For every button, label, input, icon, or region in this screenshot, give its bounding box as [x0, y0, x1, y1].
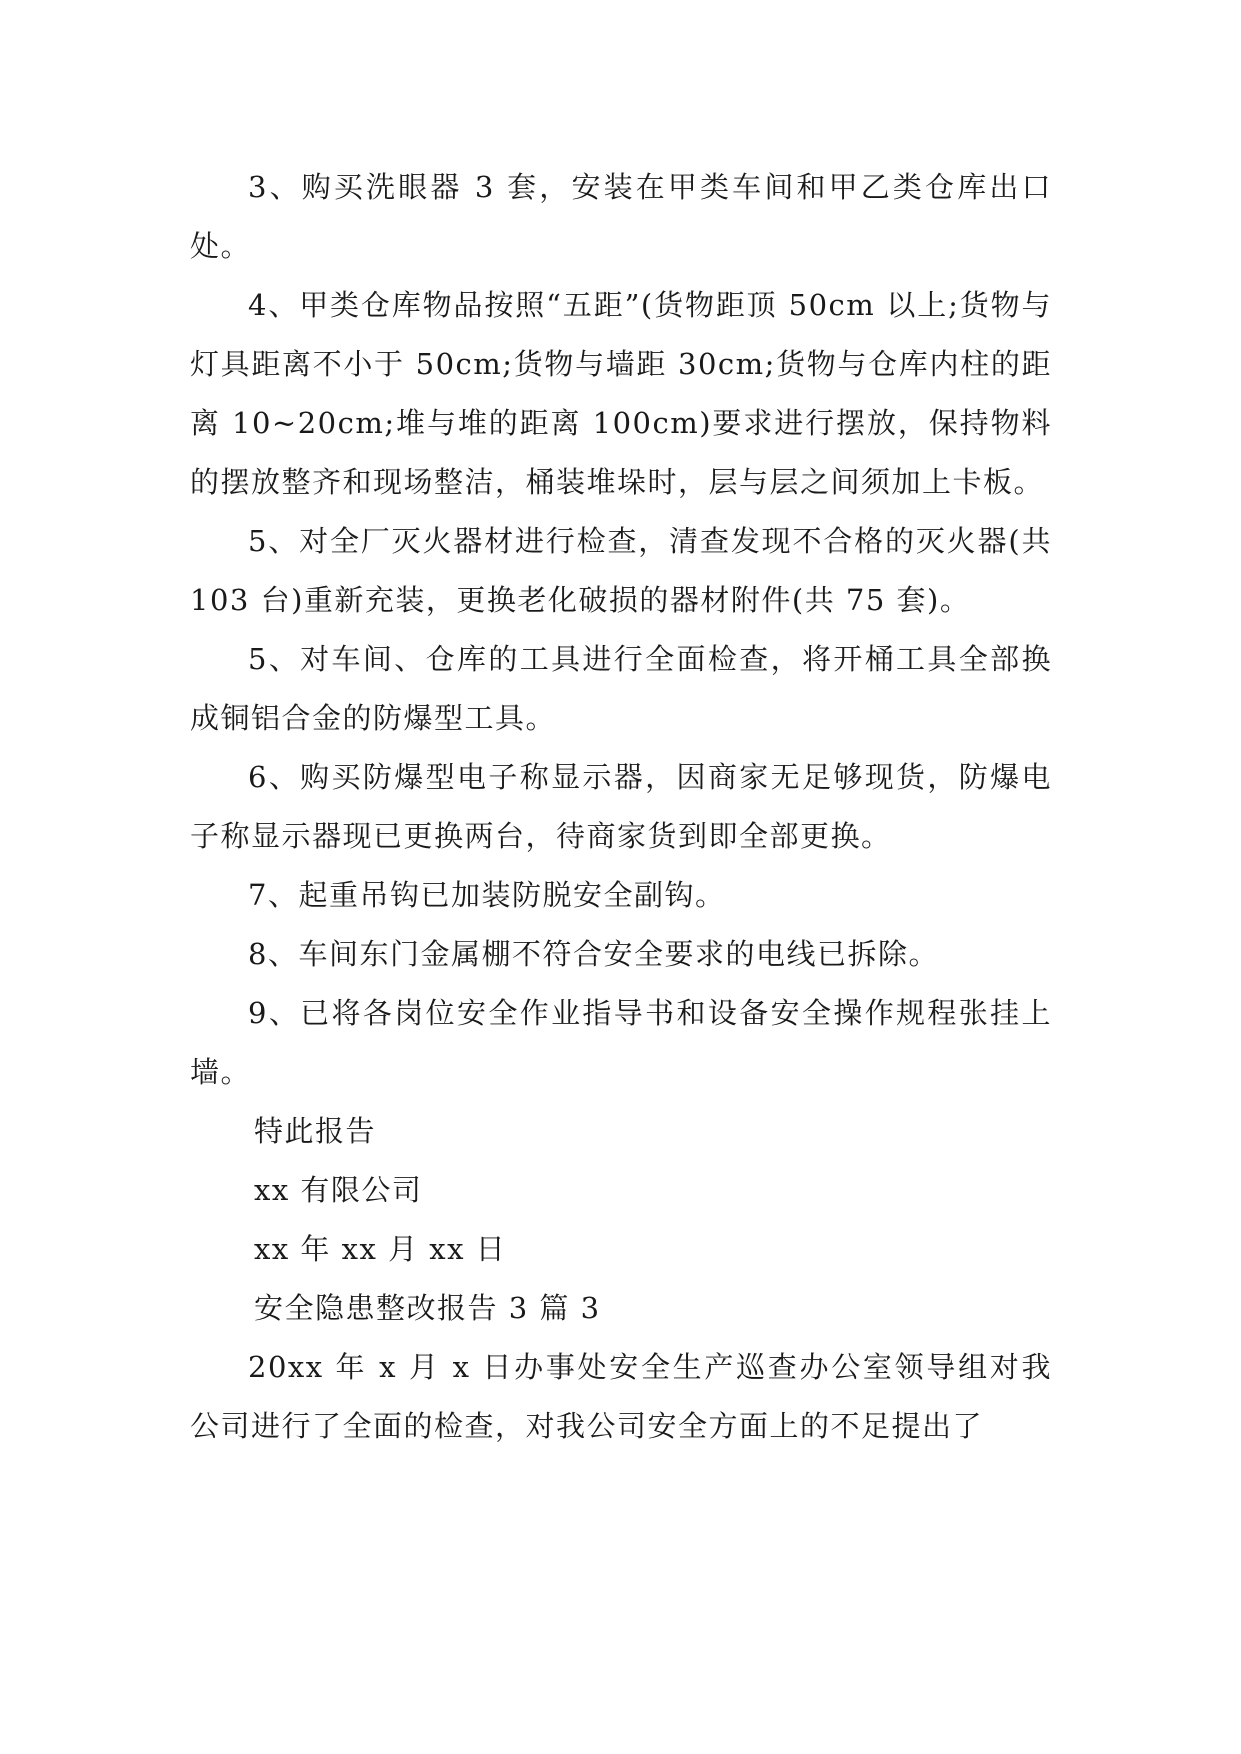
- item-8-wiring: 8、车间东门金属棚不符合安全要求的电线已拆除。: [248, 937, 939, 971]
- item-5-extinguishers: 5、对全厂灭火器材进行检查，清查发现不合格的灭火器(共 103 台)重新充装，更换老化破损的器材附件(共 75 套)。: [190, 524, 1052, 617]
- document-body: [190, 158, 1052, 1456]
- section-title: 安全隐患整改报告 3 篇 3: [254, 1291, 601, 1325]
- item-3-eyewash: 3、购买洗眼器 3 套，安装在甲类车间和甲乙类仓库出口处。: [190, 170, 1052, 263]
- item-7-crane-hook: 7、起重吊钩已加装防脱安全副钩。: [248, 878, 726, 912]
- closing-remark: 特此报告: [254, 1114, 377, 1148]
- company-name: xx 有限公司: [254, 1173, 423, 1207]
- report-date: xx 年 xx 月 xx 日: [254, 1232, 507, 1266]
- item-4-five-distances: 4、甲类仓库物品按照“五距”(货物距顶 50cm 以上;货物与灯具距离不小于 50cm;货物与墙距 30cm;货物与仓库内柱的距离 10~20cm;堆与堆的距离 100cm)要求进行摆放，保持物料的摆放整齐和现场整洁，桶装堆垛时，层与层之间须加上卡板。: [190, 288, 1052, 499]
- item-6-scale-display: 6、购买防爆型电子称显示器，因商家无足够现货，防爆电子称显示器现已更换两台，待商家货到即全部更换。: [190, 760, 1052, 853]
- item-9-procedures: 9、已将各岗位安全作业指导书和设备安全操作规程张挂上墙。: [190, 996, 1052, 1089]
- item-5-tools: 5、对车间、仓库的工具进行全面检查，将开桶工具全部换成铜铝合金的防爆型工具。: [190, 642, 1052, 735]
- final-paragraph: 20xx 年 x 月 x 日办事处安全生产巡查办公室领导组对我公司进行了全面的检查，对我公司安全方面上的不足提出了: [190, 1350, 1052, 1443]
